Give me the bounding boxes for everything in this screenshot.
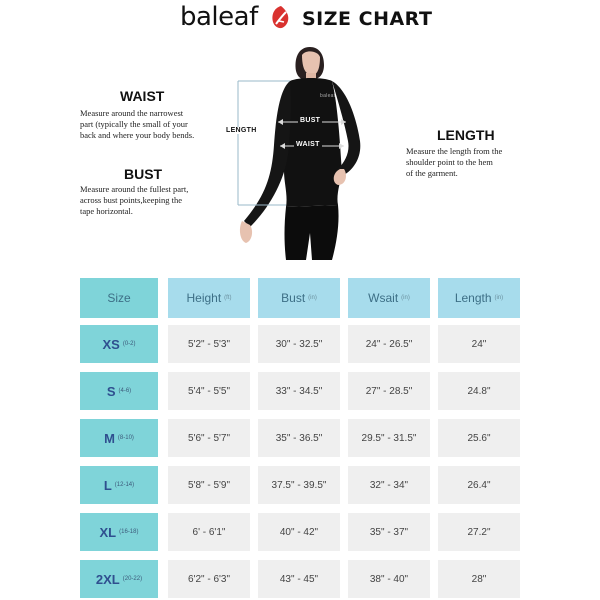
size-range: (8-10) bbox=[117, 435, 134, 441]
header-unit: (in) bbox=[494, 295, 504, 301]
header-label: Size bbox=[107, 291, 131, 305]
length-desc-line: Measure the length from the bbox=[406, 146, 503, 156]
length-cell: 26.4" bbox=[438, 466, 520, 504]
waist-desc-line: back and where your body bends. bbox=[80, 130, 195, 140]
size-label: M bbox=[104, 430, 115, 446]
height-cell: 5'8" - 5'9" bbox=[168, 466, 250, 504]
bust-desc-line: across bust points,keeping the bbox=[80, 195, 182, 205]
length-cell: 24" bbox=[438, 325, 520, 363]
waist-cell: 32" - 34" bbox=[348, 466, 430, 504]
height-cell: 5'4" - 5'5" bbox=[168, 372, 250, 410]
size-cell bbox=[80, 466, 158, 504]
header-label: Length bbox=[454, 291, 492, 305]
figure-bust-label: BUST bbox=[300, 117, 321, 124]
size-range: (20-22) bbox=[122, 576, 143, 582]
length-cell: 24.8" bbox=[438, 372, 520, 410]
waist-desc-line: part (typically the small of your bbox=[80, 119, 188, 129]
size-range: (12-14) bbox=[114, 482, 135, 488]
header-cell-height bbox=[168, 278, 250, 318]
bust-cell: 40" - 42" bbox=[258, 513, 340, 551]
waist-desc-line: Measure around the narrowest bbox=[80, 108, 184, 118]
brand-name: baleaf bbox=[180, 2, 258, 32]
size-range: (0-2) bbox=[122, 341, 136, 347]
waist-description bbox=[80, 108, 194, 141]
header-cell-length bbox=[438, 278, 520, 318]
size-cell bbox=[80, 419, 158, 457]
length-heading: LENGTH bbox=[437, 127, 495, 143]
length-description bbox=[406, 146, 502, 179]
waist-cell: 24" - 26.5" bbox=[348, 325, 430, 363]
bust-heading: BUST bbox=[124, 166, 163, 182]
bust-description bbox=[80, 184, 188, 217]
figure-waist-label: WAIST bbox=[296, 141, 320, 148]
waist-cell: 38" - 40" bbox=[348, 560, 430, 598]
header-label: Bust bbox=[281, 291, 306, 305]
header-cell-bust bbox=[258, 278, 340, 318]
header-unit: (in) bbox=[308, 295, 317, 301]
length-cell: 28" bbox=[438, 560, 520, 598]
figure-length-label: LENGTH bbox=[226, 127, 257, 134]
shirt-logo: baleaf bbox=[320, 93, 336, 99]
bust-cell: 37.5" - 39.5" bbox=[258, 466, 340, 504]
size-cell bbox=[80, 513, 158, 551]
waist-heading: WAIST bbox=[120, 88, 165, 104]
leaf-logo-icon bbox=[269, 4, 293, 32]
header-unit: (in) bbox=[401, 295, 410, 301]
model-figure bbox=[228, 45, 408, 260]
height-cell: 6' - 6'1" bbox=[168, 513, 250, 551]
bust-cell: 33" - 34.5" bbox=[258, 372, 340, 410]
size-range: (4-6) bbox=[118, 388, 132, 394]
header-label: Height bbox=[186, 291, 222, 305]
size-cell bbox=[80, 372, 158, 410]
height-cell: 6'2" - 6'3" bbox=[168, 560, 250, 598]
bust-desc-line: tape horizontal. bbox=[80, 206, 133, 216]
bust-cell: 30" - 32.5" bbox=[258, 325, 340, 363]
size-label: L bbox=[103, 477, 112, 493]
length-desc-line: of the garment. bbox=[406, 168, 458, 178]
waist-cell: 29.5" - 31.5" bbox=[348, 419, 430, 457]
length-cell: 25.6" bbox=[438, 419, 520, 457]
size-label: 2XL bbox=[95, 571, 120, 587]
height-cell: 5'2" - 5'3" bbox=[168, 325, 250, 363]
length-cell: 27.2" bbox=[438, 513, 520, 551]
header-label: Wsait bbox=[368, 291, 399, 305]
header-cell-waist bbox=[348, 278, 430, 318]
bust-desc-line: Measure around the fullest part, bbox=[80, 184, 189, 194]
size-label: XS bbox=[102, 336, 120, 352]
waist-cell: 27" - 28.5" bbox=[348, 372, 430, 410]
page-title: SIZE CHART bbox=[302, 8, 433, 30]
size-range: (16-18) bbox=[119, 529, 139, 535]
size-cell bbox=[80, 560, 158, 598]
size-label: XL bbox=[99, 524, 117, 540]
size-label: S bbox=[106, 383, 116, 399]
header bbox=[0, 2, 600, 36]
bust-cell: 43" - 45" bbox=[258, 560, 340, 598]
header-cell-size bbox=[80, 278, 158, 318]
header-unit: (ft) bbox=[224, 295, 232, 301]
height-cell: 5'6" - 5'7" bbox=[168, 419, 250, 457]
model-illustration bbox=[228, 45, 408, 260]
bust-cell: 35" - 36.5" bbox=[258, 419, 340, 457]
length-desc-line: shoulder point to the hem bbox=[406, 157, 493, 167]
size-cell bbox=[80, 325, 158, 363]
waist-cell: 35" - 37" bbox=[348, 513, 430, 551]
